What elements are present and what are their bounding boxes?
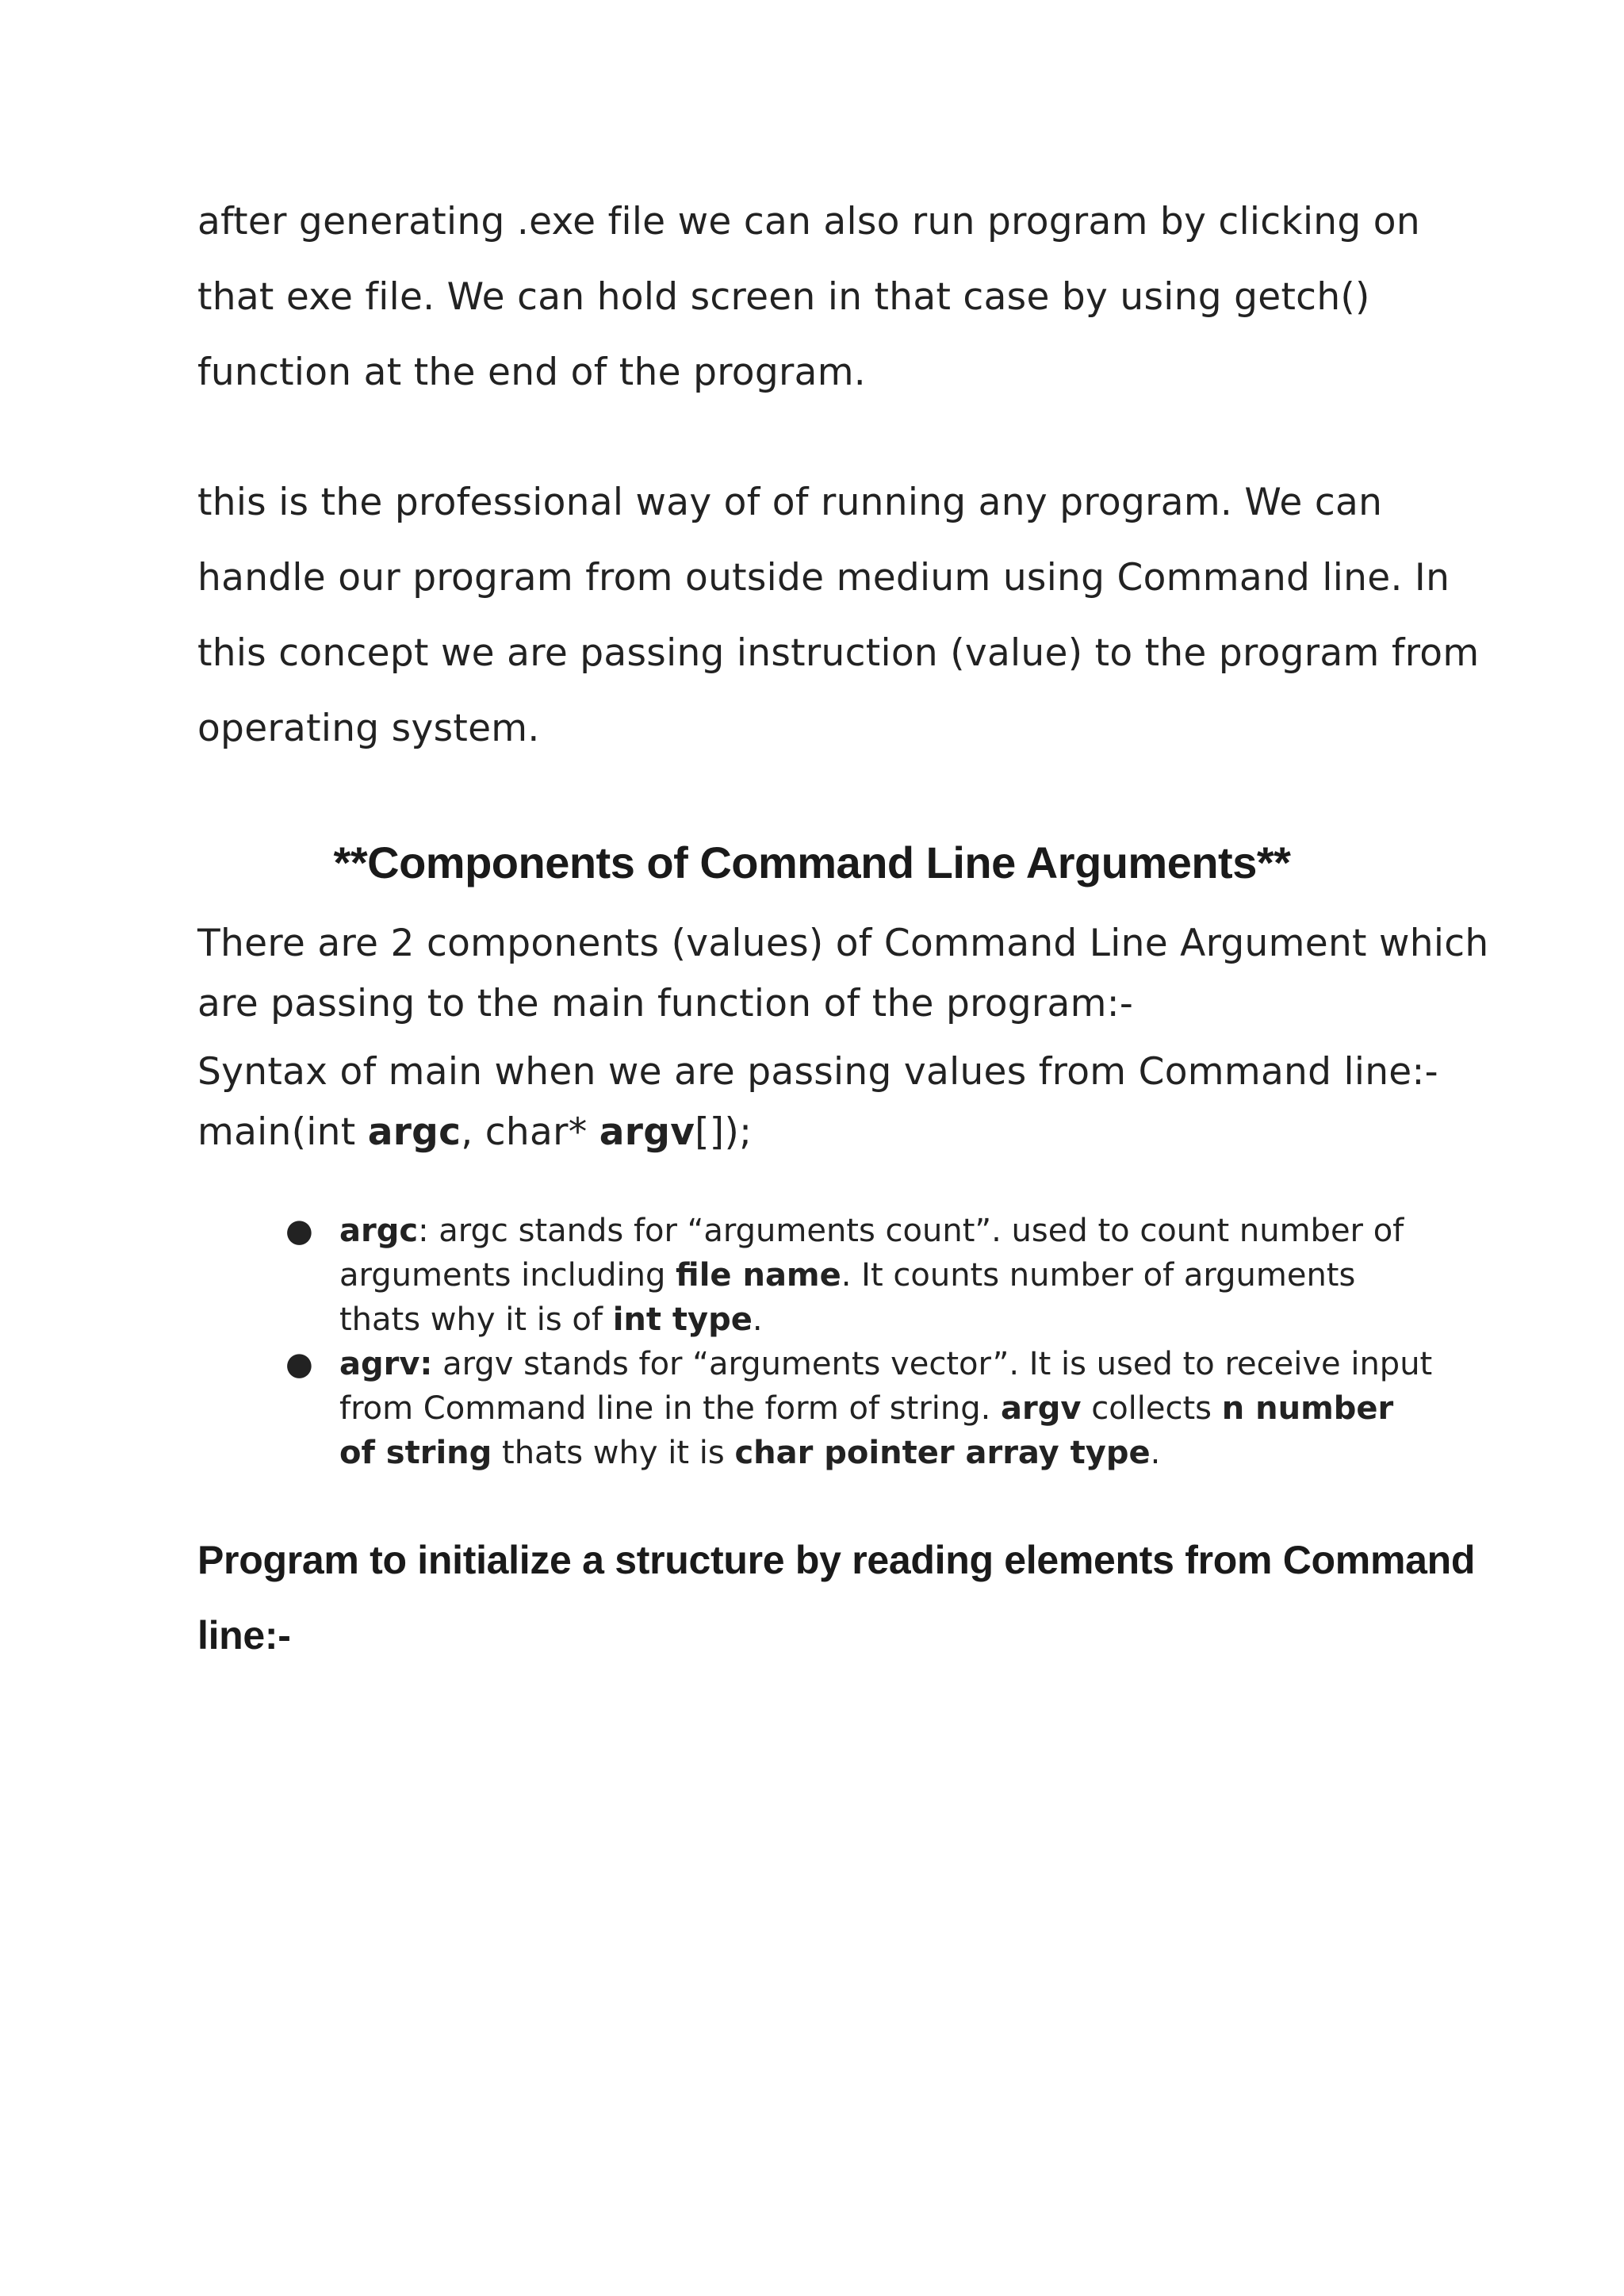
text-line: operating system. xyxy=(197,707,540,750)
bold-run: char pointer array type xyxy=(734,1435,1151,1471)
syntax-argv: argv xyxy=(599,1110,695,1154)
text-run: thats why it is of xyxy=(339,1301,613,1338)
text-run: . xyxy=(1150,1435,1161,1471)
bold-run: argv xyxy=(1001,1390,1082,1427)
syntax-code-line xyxy=(197,1102,1434,1163)
text-run: thats why it is xyxy=(492,1435,735,1471)
text-line xyxy=(339,1386,1475,1431)
bold-run: file name xyxy=(676,1257,841,1294)
paragraph-exe-file xyxy=(197,184,1434,410)
list-item-argv xyxy=(285,1342,1475,1475)
syntax-argc: argc xyxy=(367,1110,462,1154)
term-argv: agrv: xyxy=(339,1346,433,1382)
text-line: There are 2 components (values) of Command Line Argument which xyxy=(197,922,1489,965)
text-line xyxy=(339,1431,1475,1475)
syntax-part: , char* xyxy=(461,1110,599,1154)
paragraph-syntax xyxy=(197,1042,1438,1163)
text-line: are passing to the main function of the program:- xyxy=(197,982,1134,1025)
text-line: this concept we are passing instruction (value) to the program from xyxy=(197,631,1480,675)
text-run: : argc stands for “arguments count”. used to count number of xyxy=(418,1213,1404,1249)
paragraph-professional-way xyxy=(197,465,1480,766)
text-line: after generating .exe file we can also run program by clicking on xyxy=(197,200,1420,243)
text-run: argv stands for “arguments vector”. It is used to receive input xyxy=(432,1346,1433,1382)
text-line: Syntax of main when we are passing values from Command line:- xyxy=(197,1050,1438,1094)
text-line: this is the professional way of of running any program. We can xyxy=(197,481,1383,524)
text-run: . It counts number of arguments xyxy=(841,1257,1356,1294)
bullet-list xyxy=(285,1209,1475,1475)
text-line: that exe file. We can hold screen in that case by using getch() xyxy=(197,275,1370,319)
section-heading: **Components of Command Line Arguments** xyxy=(333,838,1291,887)
program-heading xyxy=(197,1523,1476,1673)
text-line xyxy=(339,1253,1475,1297)
bullet-icon: ● xyxy=(285,1346,313,1382)
paragraph-components xyxy=(197,914,1489,1034)
syntax-part: main(int xyxy=(197,1110,368,1154)
text-run: from Command line in the form of string. xyxy=(339,1390,1002,1427)
syntax-part: []); xyxy=(695,1110,753,1154)
text-line xyxy=(339,1297,1475,1342)
bold-run: n number xyxy=(1221,1390,1394,1427)
text-run: . xyxy=(752,1301,763,1338)
heading-line: line:- xyxy=(197,1613,291,1658)
text-line: handle our program from outside medium using Command line. In xyxy=(197,556,1450,600)
heading-line: Program to initialize a structure by reading elements from Command xyxy=(197,1538,1476,1582)
text-line: function at the end of the program. xyxy=(197,351,867,394)
text-run: arguments including xyxy=(339,1257,676,1294)
bold-run: of string xyxy=(339,1435,492,1471)
text-run: collects xyxy=(1081,1390,1222,1427)
text-line xyxy=(339,1209,1475,1253)
term-argc: argc xyxy=(339,1213,419,1249)
bullet-icon: ● xyxy=(285,1213,313,1249)
bold-run: int type xyxy=(612,1301,753,1338)
text-line xyxy=(339,1342,1475,1386)
list-item-argc xyxy=(285,1209,1475,1342)
